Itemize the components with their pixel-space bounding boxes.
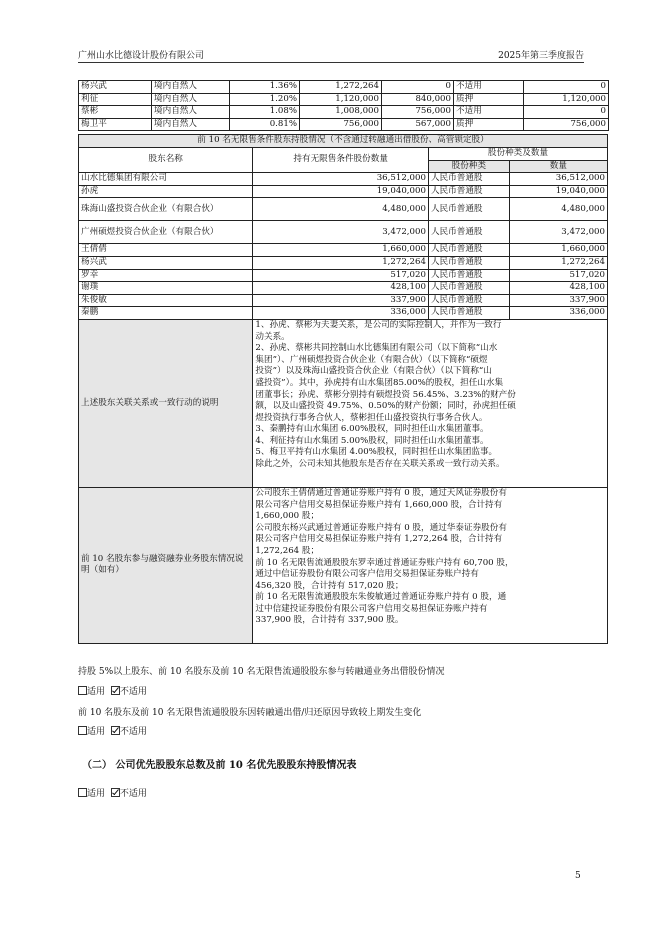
margin-label: 前 10 名股东参与融资融券业务股东情况说明（如有） [79,487,253,643]
table-row [79,244,608,257]
company-name: 广州山水比德设计股份有限公司 [78,51,205,61]
row-kind: 人民币普通股 [428,269,509,282]
holder-status: 质押 [454,93,524,106]
holder-name: 蔡彬 [79,106,152,119]
option-na-label-1: 不适用 [119,687,147,697]
table-row [79,282,608,295]
margin-line: 公司股东杨兴武通过普通证券账户持有 0 股，通过华泰证券股份有 [255,522,507,533]
option-apply-label-1: 适用 [87,687,106,697]
relations-line: 动关系。 [255,331,290,342]
row-count: 36,512,000 [509,173,607,186]
row-name: 王倩倩 [79,244,253,257]
row-count: 1,660,000 [509,244,607,257]
relations-line: 煜投资执行事务合伙人，蔡彬担任山盛投资执行事务合伙人。 [255,412,488,423]
holder-name: 梅卫平 [79,118,152,131]
checkbox-apply-3[interactable] [78,788,87,797]
row-kind: 人民币普通股 [428,244,509,257]
relations-line: 投资”）以及珠海山盛投资合伙企业（有限合伙）（以下简称“山 [255,366,492,377]
relations-line: 额，以及山盛投资 49.75%、0.50%的财产份额；同时，孙虎担任硕 [255,401,516,412]
holder-type: 境内自然人 [152,93,230,106]
checkbox-na-1[interactable] [111,686,120,695]
holder-restricted: 567,000 [382,118,454,131]
holder-row [79,106,609,119]
table-row [79,294,608,307]
row-kind: 人民币普通股 [428,282,509,295]
margin-line: 456,320 股，合计持有 517,020 股； [255,580,404,591]
holder-type: 境内自然人 [152,106,230,119]
holder-name: 利征 [79,93,152,106]
row-kind: 人民币普通股 [428,198,509,221]
row-kind: 人民币普通股 [428,307,509,320]
row-kind: 人民币普通股 [428,256,509,269]
row-count: 1,272,264 [509,256,607,269]
row-qty: 3,472,000 [253,221,429,244]
holder-pct: 0.81% [230,118,300,131]
holder-type: 境内自然人 [152,81,230,94]
col-header-count: 数量 [509,160,607,173]
row-name: 珠海山盛投资合伙企业（有限合伙） [79,198,253,221]
report-title: 2025年第三季度报告 [498,51,584,61]
table-row [79,307,608,320]
holder-pct: 1.36% [230,81,300,94]
margin-line: 1,272,264 股； [255,545,320,556]
unrestricted-title: 前 10 名无限售条件股东持股情况（不含通过转融通出借股份、高管锁定股） [79,135,608,148]
row-qty: 337,900 [253,294,429,307]
section-2-title: （二） 公司优先股股东总数及前 10 名优先股股东持股情况表 [82,760,357,771]
holder-shares: 1,120,000 [300,93,382,106]
holder-qty: 1,120,000 [524,93,609,106]
option-row-3 [78,786,147,799]
holder-row [79,93,609,106]
holder-shares: 1,008,000 [300,106,382,119]
col-header-kind-group: 股份种类及数量 [428,148,607,161]
row-name: 杨兴武 [79,256,253,269]
row-name: 孙虎 [79,185,253,198]
row-count: 337,900 [509,294,607,307]
holder-pct: 1.20% [230,93,300,106]
row-count: 517,020 [509,269,607,282]
relations-line: 集团”）、广州硕煜投资合伙企业（有限合伙）（以下简称“硕煜 [255,354,488,365]
holder-status: 质押 [454,118,524,131]
checkbox-apply-1[interactable] [78,686,87,695]
table-row [79,198,608,221]
table-row [79,256,608,269]
holder-row [79,81,609,94]
page-number: 5 [575,871,581,881]
relations-line: 团董事长；孙虎、蔡彬分别持有硕煜投资 56.45%、3.23%的财产份 [255,389,516,400]
option-row-1 [78,684,147,697]
col-header-kind: 股份种类 [428,160,509,173]
unrestricted-holders-table [78,134,608,644]
holder-qty: 756,000 [524,118,609,131]
relations-line: 5、梅卫平持有山水集团 4.00%股权，同时担任山水集团监事。 [255,447,498,458]
margin-line: 前 10 名无限售流通股股东罗幸通过普通证券账户持有 60,700 股， [255,557,514,568]
row-count: 336,000 [509,307,607,320]
row-qty: 19,040,000 [253,185,429,198]
margin-line: 前 10 名无限售流通股股东朱俊敏通过普通证券账户持有 0 股，通 [255,592,507,603]
row-name: 朱俊敏 [79,294,253,307]
margin-line: 限公司客户信用交易担保证券账户持有 1,272,264 股，合计持有 [255,534,503,545]
row-count: 19,040,000 [509,185,607,198]
margin-line: 公司股东王倩倩通过普通证券账户持有 0 股，通过天风证券股份有 [255,487,507,498]
row-name: 谢璞 [79,282,253,295]
relations-line: 2、孙虎、蔡彬共同控制山水比德集团有限公司（以下简称“山水 [255,343,498,354]
holder-status: 不适用 [454,106,524,119]
option-na-label-2: 不适用 [119,727,147,737]
table-row [79,185,608,198]
row-qty: 4,480,000 [253,198,429,221]
col-header-name: 股东名称 [79,148,253,173]
row-qty: 1,660,000 [253,244,429,257]
holder-qty: 0 [524,81,609,94]
row-qty: 336,000 [253,307,429,320]
row-name: 广州硕煜投资合伙企业（有限合伙） [79,221,253,244]
table-row [79,221,608,244]
note-change: 前 10 名股东及前 10 名无限售流通股股东因转融通出借/归还原因导致较上期发生变化 [78,708,422,718]
row-kind: 人民币普通股 [428,185,509,198]
table-row [79,269,608,282]
holder-shares: 756,000 [300,118,382,131]
holder-restricted: 756,000 [382,106,454,119]
option-row-2 [78,724,147,737]
row-name: 秦鹏 [79,307,253,320]
holder-status: 不适用 [454,81,524,94]
option-na-label-3: 不适用 [119,789,147,799]
row-count: 428,100 [509,282,607,295]
holder-pct: 1.08% [230,106,300,119]
row-qty: 36,512,000 [253,173,429,186]
top-holders-table [78,80,609,131]
row-kind: 人民币普通股 [428,294,509,307]
relations-text [253,319,608,487]
holder-shares: 1,272,264 [300,81,382,94]
margin-line: 限公司客户信用交易担保证券账户持有 1,660,000 股，合计持有 [255,499,503,510]
holder-restricted: 0 [382,81,454,94]
row-qty: 1,272,264 [253,256,429,269]
margin-line: 337,900 股，合计持有 337,900 股。 [255,615,404,626]
checkbox-na-2[interactable] [111,726,120,735]
holder-row [79,118,609,131]
margin-line: 1,660,000 股； [255,511,320,522]
relations-label: 上述股东关联关系或一致行动的说明 [79,319,253,487]
holder-qty: 0 [524,106,609,119]
relations-line: 盛投资”）。其中，孙虎持有山水集团85.00%的股权，担任山水集 [255,377,504,388]
table-row [79,173,608,186]
row-count: 4,480,000 [509,198,607,221]
option-apply-label-3: 适用 [87,789,106,799]
page-header [78,48,584,63]
row-kind: 人民币普通股 [428,173,509,186]
row-name: 罗幸 [79,269,253,282]
row-kind: 人民币普通股 [428,221,509,244]
relations-line: 4、利征持有山水集团 5.00%股权，同时担任山水集团董事。 [255,435,489,446]
row-count: 3,472,000 [509,221,607,244]
row-qty: 428,100 [253,282,429,295]
holder-restricted: 840,000 [382,93,454,106]
note-lending: 持股 5%以上股东、前 10 名股东及前 10 名无限售流通股股东参与转融通业务出借股份情况 [78,667,445,677]
row-qty: 517,020 [253,269,429,282]
holder-type: 境内自然人 [152,118,230,131]
row-name: 山水比德集团有限公司 [79,173,253,186]
col-header-qty: 持有无限售条件股份数量 [253,148,429,173]
checkbox-apply-2[interactable] [78,726,87,735]
margin-line: 过中信建投证券股份有限公司客户信用交易担保证券账户持有 [255,603,488,614]
margin-line: 通过中信证券股份有限公司客户信用交易担保证券账户持有 [255,569,479,580]
relations-line: 3、秦鹏持有山水集团 6.00%股权，同时担任山水集团董事。 [255,424,489,435]
relations-line: 1、孙虎、蔡彬为夫妻关系，是公司的实际控制人，并作为一致行 [255,319,502,330]
margin-text [253,487,608,643]
relations-line: 除此之外，公司未知其他股东是否存在关联关系或一致行动关系。 [255,459,505,470]
holder-name: 杨兴武 [79,81,152,94]
option-apply-label-2: 适用 [87,727,106,737]
checkbox-na-3[interactable] [111,788,120,797]
